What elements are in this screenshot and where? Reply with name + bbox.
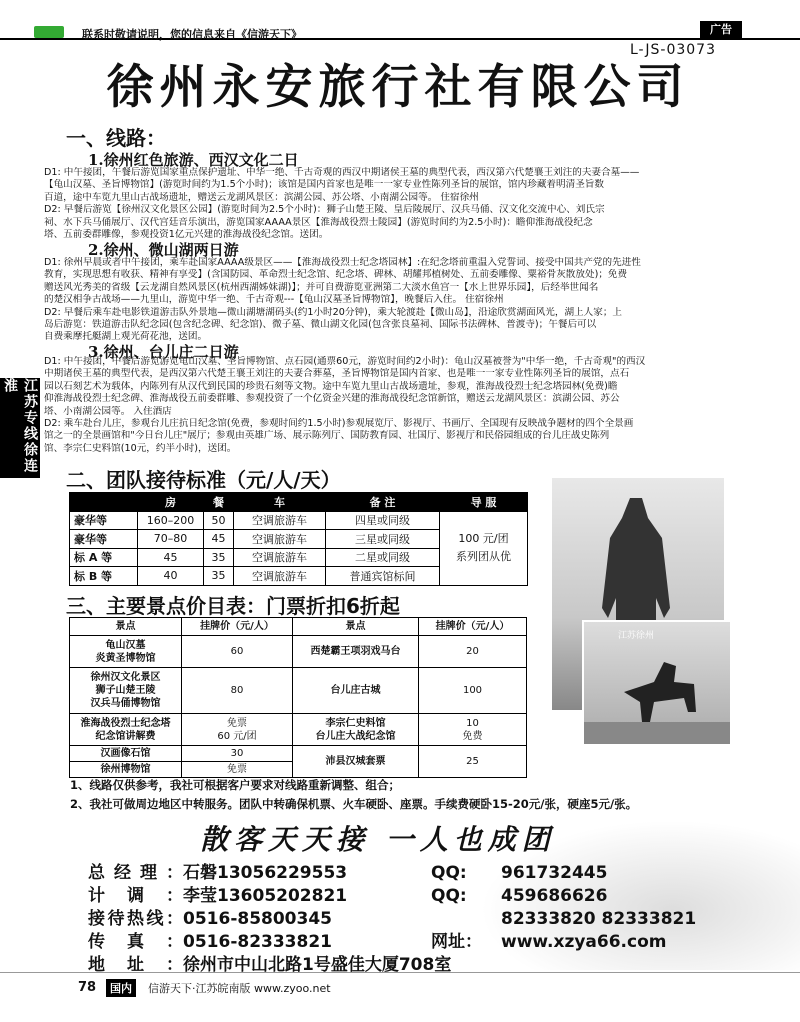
route-2-text: D1: 徐州早晨或者中午接团，乘车赴国家AAAA级景区——【淮海战役烈士纪念塔园林】:在纪念塔前重温入党誓词、接受中国共产党的先进性 教育，实现思想有收获、精神有享受】(含国防园、革命烈士纪念馆、纪念塔、碑林、胡耀邦植树处、五前委雕像、粟裕骨灰散放处)；免费 赠送风光秀美的省级【云龙湖自然风景区(杭州西湖姊妹湖)】；并可自费游览亚洲第二大淡水鱼宫一【水上世界乐园】，后经举世闻名 的楚汉相争古战场——九里山，游览中华一绝、千古奇观---【龟山汉墓圣旨博物馆】，晚餐后入住。 住宿徐州 D2: 早餐后乘车赴电影铁道游击队外景地—微山湖塘湖码头(约1小时20分钟)，乘大轮渡赴【微山岛】，沿途欣赏湖面风光，湖上人家；上 岛后游览：铁道游击队纪念园(包含纪念碑、纪念馆)、微子墓、微山湖文化园(包含张良墓祠、国际书法碑林、普渡寺)；午餐后可以 自费乘摩托艇湖上观光荷花池，送团。 <box>44 257 641 343</box>
section-routes-title: 一、线路： <box>66 126 166 150</box>
table-row: 豪华等 70–80 45 空调旅游车 三星或同级 <box>70 530 528 549</box>
contact-block <box>88 862 696 977</box>
section-badge: 国内 <box>106 979 136 997</box>
table-row: 标 A 等 45 35 空调旅游车 二星或同级 <box>70 548 528 567</box>
notes: 1、线路仅供参考，我社可根据客户要求对线路重新调整、组合； 2、我社可做周边地区中转服务。团队中转确保机票、火车硬卧、座票。手续费硬卧15-20元/张，硬座5元/张。 <box>70 778 638 811</box>
route-1-text: D1: 中午接团，午餐后游览国家重点保护遗址、中华一绝、千古奇观的西汉中期诸侯王墓的典型代表，西汉第六代楚襄王刘注的夫妻合墓—— 【龟山汉墓、圣旨博物馆】(游览时间约为1.5个小时)；该馆是国内首家也是唯一一家专业性陈列圣旨的展馆，馆内珍藏着明清圣旨数 百道，途中车览九里山古战场遗址，赠送云龙湖风景区：滨湖公园、苏公塔、小南湖公园等。 住宿徐州 D2: 早餐后游览【徐州汉文化景区公园】(游览时间为2.5个小时)：狮子山楚王陵、皇后陵展厅、汉兵马俑、汉文化交流中心、刘氏宗 祠、水下兵马俑展厅、汉代宫廷音乐演出，游览国家AAAA景区【淮海战役烈士陵园】(游览时间约为2.5小时)：瞻仰淮海战役纪念 塔、五前委群雕像，参观投资1亿元兴建的淮海战役纪念馆。送团。 <box>44 167 640 241</box>
table-header-row: 房 餐 车 备 注 导 服 <box>70 493 528 512</box>
section-standards-title: 二、团队接待标准（元/人/天） <box>66 468 341 492</box>
photo-caption: 江苏徐州 <box>618 631 655 641</box>
route-3-title: 3.徐州、台儿庄二日游 <box>88 343 239 361</box>
table-header-row: 景点 挂牌价（元/人） 景点 挂牌价（元/人） <box>70 618 527 636</box>
route-3-text: D1: 中午接团，中餐后游览游览龟山汉墓、圣旨博物馆、点石园(通票60元，游览时间约2小时)：龟山汉墓被誉为"中华一绝，千古奇观"的西汉 中期诸侯王墓的典型代表，是西汉第六代楚王襄王刘注的夫妻合葬墓，圣旨博物馆是国内首家、也是唯一一家专业性陈列圣旨的展馆，点石 园以石刻艺术为载体，内陈列有从汉代到民国的珍贵石刻等文物。途中车览九里山古战场遗址，参观，淮海战役烈士纪念塔园林(免费)瞻 仰淮海战役烈士纪念碑、淮海战役五前委群雕、参观投资了一个亿资金兴建的淮海战役纪念馆新馆，赠送云龙湖风景区：滨湖公园、苏公 塔、小南湖公园等。 入住酒店 D2: 乘车赴台儿庄，参观台儿庄抗日纪念馆(免费，参观时间约1.5小时)参观展览厅、影视厅、书画厅、全国现有反映战争题材的四个全景画 馆之一的全景画馆和"今日台儿庄"展厅；参观由英雄广场、展示陈列厅、国防教育园、壮国厅、影视厅和民俗园组成的台儿庄战史陈列 馆、李宗仁史料馆(10元，约半小时)，送团。 <box>44 356 646 454</box>
ad-code: L-JS-03073 <box>630 42 716 58</box>
table-row: 龟山汉墓 炎黄圣博物馆 60 西楚霸王项羽戏马台 20 <box>70 636 527 668</box>
contact-row: 计调： 李莹13605202821 QQ: 459686626 <box>88 886 608 906</box>
horse-statue-photo <box>582 620 732 746</box>
header-note: 联系时敬请说明，您的信息来自《信游天下》 <box>82 28 302 41</box>
table-row: 徐州博物馆 免票 <box>70 762 527 778</box>
section-prices-title: 三、主要景点价目表：门票折扣6折起 <box>66 594 400 618</box>
prices-table <box>69 617 527 778</box>
ad-tag: 广告 <box>700 21 742 38</box>
company-name: 徐州永安旅行社有限公司 <box>106 60 690 115</box>
guide-note: 系列团从优 <box>456 550 511 563</box>
contact-row: 地址： 徐州市中山北路1号盛佳大厦708室 <box>88 955 452 975</box>
footer-text: 信游天下·江苏皖南版 www.zyoo.net <box>148 982 331 995</box>
guide-fee: 100 元/团 <box>458 532 509 545</box>
side-label: 江苏专线徐连淮 <box>0 378 40 478</box>
horse-rider-icon <box>584 622 730 744</box>
slogan: 散客天天接 一人也成团 <box>200 823 556 856</box>
table-row: 汉画像石馆 30 沛县汉城套票 25 <box>70 746 527 762</box>
publisher-logo <box>34 26 64 38</box>
table-row: 豪华等 160–200 50 空调旅游车 四星或同级 100 元/团 系列团从优 <box>70 511 528 530</box>
table-row: 淮海战役烈士纪念塔 纪念馆讲解费 免票 60 元/团 李宗仁史料馆 台儿庄大战纪念馆 10 免费 <box>70 714 527 746</box>
contact-row: 总经理： 石磐13056229553 QQ: 961732445 <box>88 863 608 883</box>
route-1-title: 1.徐州红色旅游、西汉文化二日 <box>88 151 299 169</box>
page-number: 78 <box>78 980 97 995</box>
table-row: 徐州汉文化景区 狮子山楚王陵 汉兵马俑博物馆 80 台儿庄古城 100 <box>70 668 527 714</box>
contact-row: 传真： 0516-82333821 网址： www.xzya66.com <box>88 932 667 952</box>
contact-row: 接待热线： 0516-85800345 82333820 82333821 <box>88 909 697 929</box>
standards-table <box>69 492 528 586</box>
route-2-title: 2.徐州、微山湖两日游 <box>88 241 239 259</box>
table-row: 标 B 等 40 35 空调旅游车 普通宾馆标间 <box>70 567 528 586</box>
